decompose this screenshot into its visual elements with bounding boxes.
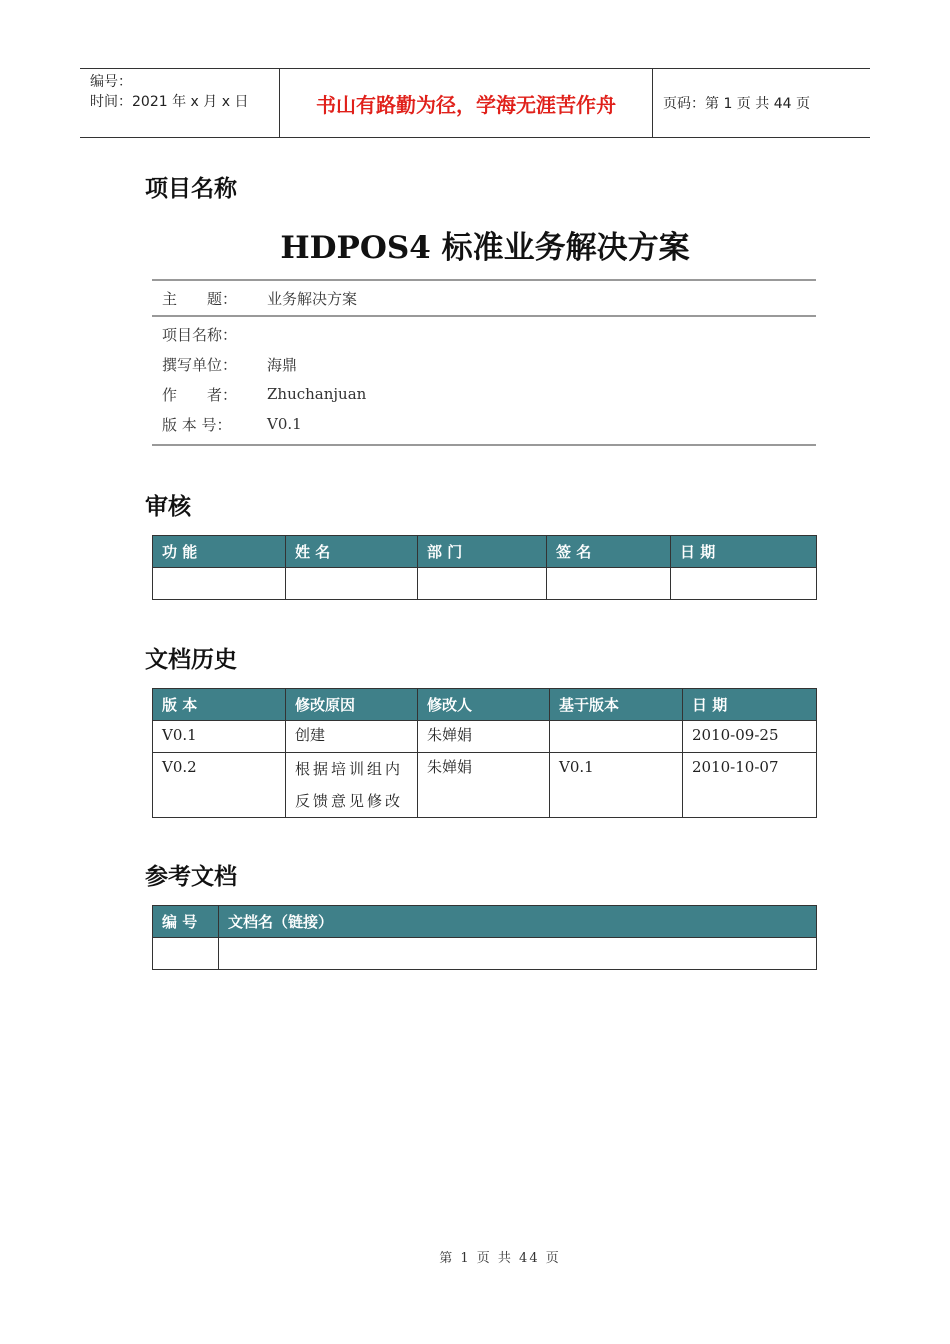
- header-number-label: 编号：: [90, 74, 132, 90]
- references-header-row: [153, 906, 817, 938]
- meta-row-project: [152, 319, 816, 349]
- history-cell: 2010-09-25: [683, 721, 817, 753]
- references-cell: [219, 938, 817, 970]
- header-motto: 书山有路勤为径，学海无涯苦作舟: [280, 69, 653, 137]
- page-footer: 第 1 页 共 44 页: [439, 1251, 561, 1266]
- references-col-number: 编 号: [153, 906, 219, 938]
- project-heading: 项目名称: [145, 176, 237, 202]
- header-left-cell: [80, 69, 280, 137]
- review-cell: [286, 568, 418, 600]
- references-table: [152, 905, 817, 970]
- history-table: [152, 688, 817, 818]
- references-cell: [153, 938, 219, 970]
- meta-unit-label: 撰写单位：: [162, 355, 238, 374]
- review-cell: [153, 568, 286, 600]
- header-time-label: 时间：2021 年 x 月 x 日: [90, 94, 249, 110]
- meta-project-label: 项目名称：: [162, 325, 238, 344]
- review-header-row: [153, 536, 817, 568]
- history-heading: 文档历史: [145, 647, 237, 673]
- review-col-name: 姓 名: [286, 536, 418, 568]
- references-col-document-name: 文档名（链接）: [219, 906, 817, 938]
- meta-block: [152, 279, 816, 446]
- meta-subject-value: 业务解决方案: [267, 289, 358, 308]
- history-cell: V0.2: [153, 753, 286, 818]
- review-col-date: 日 期: [671, 536, 817, 568]
- history-cell: V0.1: [153, 721, 286, 753]
- meta-version-value: V0.1: [267, 415, 302, 433]
- review-cell: [547, 568, 671, 600]
- review-col-function: 功 能: [153, 536, 286, 568]
- page-header: [80, 68, 870, 138]
- history-cell: 根据培训组内反馈意见修改: [286, 753, 418, 818]
- meta-row-subject: [152, 281, 816, 317]
- table-row: [153, 568, 817, 600]
- meta-row-author: [152, 379, 816, 409]
- history-cell: 朱婵娟: [418, 721, 550, 753]
- document-title: HDPOS4 标准业务解决方案: [280, 230, 690, 266]
- table-row: [153, 721, 817, 753]
- meta-author-value: Zhuchanjuan: [267, 385, 367, 403]
- history-cell: 朱婵娟: [418, 753, 550, 818]
- history-col-date: 日 期: [683, 689, 817, 721]
- meta-row-version: [152, 409, 816, 439]
- history-cell: [550, 721, 683, 753]
- history-col-base-version: 基于版本: [550, 689, 683, 721]
- table-row: [153, 753, 817, 818]
- history-header-row: [153, 689, 817, 721]
- references-heading: 参考文档: [145, 864, 237, 890]
- meta-unit-value: 海鼎: [267, 355, 298, 374]
- history-col-reason: 修改原因: [286, 689, 418, 721]
- review-col-department: 部 门: [418, 536, 547, 568]
- review-table: [152, 535, 817, 600]
- history-col-editor: 修改人: [418, 689, 550, 721]
- review-heading: 审核: [145, 494, 191, 520]
- meta-version-label: 版 本 号：: [162, 415, 232, 434]
- meta-author-label: 作 者：: [162, 385, 238, 404]
- header-page-label: 页码：第 1 页 共 44 页: [663, 96, 810, 112]
- history-col-version: 版 本: [153, 689, 286, 721]
- table-row: [153, 938, 817, 970]
- review-cell: [418, 568, 547, 600]
- review-col-signature: 签 名: [547, 536, 671, 568]
- history-cell: 2010-10-07: [683, 753, 817, 818]
- review-cell: [671, 568, 817, 600]
- history-cell: 创建: [286, 721, 418, 753]
- history-cell: V0.1: [550, 753, 683, 818]
- meta-row-unit: [152, 349, 816, 379]
- meta-subject-label: 主 题：: [162, 289, 238, 308]
